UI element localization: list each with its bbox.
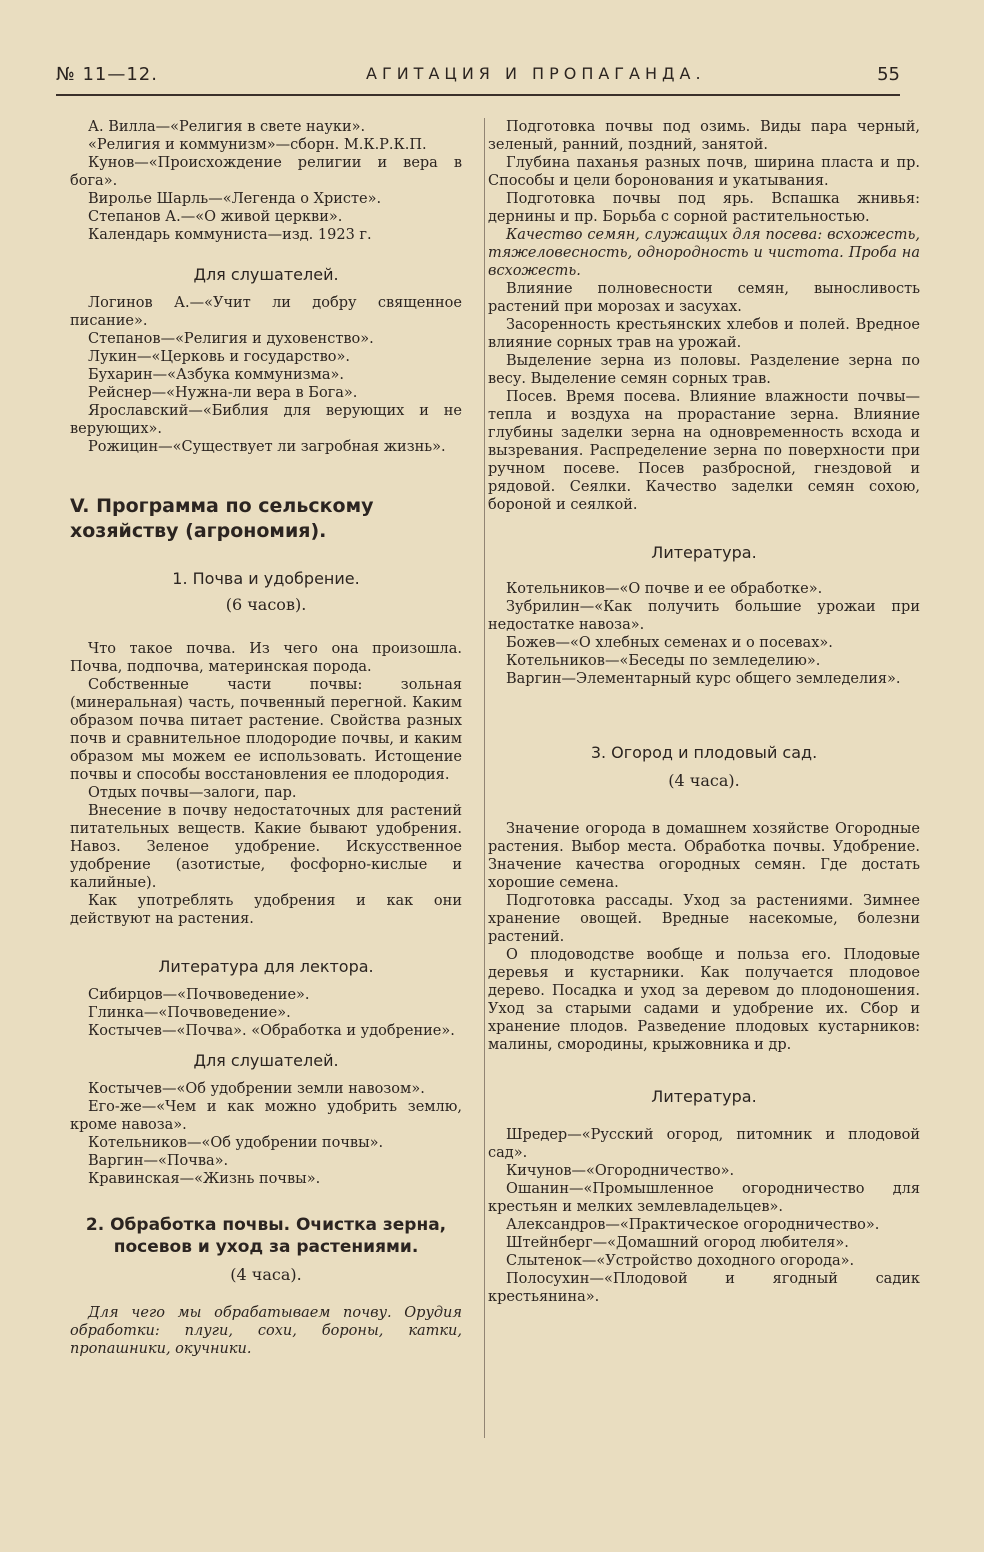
right-column	[488, 118, 920, 1306]
lit-item: Шредер—«Русский огород, питомник и плодовой сад».	[488, 1127, 920, 1161]
page-number: 55	[877, 64, 900, 85]
lit-item: Котельников—«Об удобрении почвы».	[88, 1135, 384, 1151]
body-paragraph-italic: Качество семян, служащих для посева: всхожесть, тяжеловесность, однородность и чистота. Проба на всхожесть.	[488, 227, 920, 279]
lit-item: Ошанин—«Промышленное огородничество для крестьян и мелких землевладельцев».	[488, 1181, 920, 1215]
ref-item: «Религия и коммунизм»—сборн. М.К.Р.К.П.	[88, 137, 427, 153]
literature-heading-2: Литература.	[651, 1087, 757, 1106]
ref-item: Календарь коммуниста—изд. 1923 г.	[88, 227, 372, 243]
listeners-heading: Для слушателей.	[193, 265, 339, 284]
body-paragraph: Собственные части почвы: зольная (минеральная) часть, почвенный перегной. Каким образом почва питает растение. Свойства разных почв и сравнительное плодородие почвы, и каким образом мы можем ее использовать. Истощение почвы и способы восстановления ее плодородия.	[70, 677, 462, 783]
subsection-hours-2: (4 часа).	[230, 1265, 302, 1284]
listener-ref: Бухарин—«Азбука коммунизма».	[88, 367, 344, 383]
ref-item: Степанов А.—«О живой церкви».	[88, 209, 343, 225]
ref-item: Кунов—«Происхождение религии и вера в бога».	[70, 155, 462, 189]
lit-item: Котельников—«Беседы по земледелию».	[506, 653, 821, 669]
body-paragraph: Посев. Время посева. Влияние влажности почвы—тепла и воздуха на прорастание зерна. Влияние глубины заделки зерна на одновременность всхода и вызревания. Распределение зерна по поверхности при ручном посеве. Посев разбросной, гнездовой и рядовой. Сеялки. Качество заделки семян сохою, бороной и сеялкой.	[488, 389, 920, 513]
body-paragraph: Как употреблять удобрения и как они действуют на растения.	[70, 893, 462, 927]
body-paragraph: О плодоводстве вообще и польза его. Плодовые деревья и кустарники. Как получается плодовое дерево. Посадка и уход за деревом до плодоношения. Уход за старыми садами и удобрение их. Сбор и хранение плодов. Разведение плодовых кустарников: малины, смородины, крыжовника и др.	[488, 947, 920, 1053]
body-paragraph: Подготовка рассады. Уход за растениями. Зимнее хранение овощей. Вредные насекомые, болезни растений.	[488, 893, 920, 945]
lit-item: Александров—«Практическое огородничество».	[506, 1217, 880, 1233]
subsection-hours-3: (4 часа).	[668, 771, 740, 790]
lit-item: Его-же—«Чем и как можно удобрить землю, кроме навоза».	[70, 1099, 462, 1133]
left-column	[70, 118, 462, 1358]
body-paragraph: Выделение зерна из половы. Разделение зерна по весу. Выделение семян сорных трав.	[488, 353, 920, 387]
subsection-hours: (6 часов).	[225, 595, 307, 614]
column-divider	[484, 118, 485, 1438]
body-paragraph: Подготовка почвы под озимь. Виды пара черный, зеленый, ранний, поздний, занятой.	[488, 119, 920, 153]
issue-number: № 11—12.	[56, 64, 158, 85]
subsection-title: 1. Почва и удобрение.	[172, 569, 360, 588]
ref-item: А. Вилла—«Религия в свете науки».	[88, 119, 366, 135]
ref-item: Виролье Шарль—«Легенда о Христе».	[88, 191, 382, 207]
body-paragraph: Засоренность крестьянских хлебов и полей. Вредное влияние сорных трав на урожай.	[488, 317, 920, 351]
body-paragraph: Что такое почва. Из чего она произошла. Почва, подпочва, материнская порода.	[70, 641, 462, 675]
listener-ref: Рожицин—«Существует ли загробная жизнь».	[88, 439, 446, 455]
listener-ref: Степанов—«Религия и духовенство».	[88, 331, 374, 347]
body-paragraph: Подготовка почвы под ярь. Вспашка жнивья: дернины и пр. Борьба с сорной растительностью.	[488, 191, 920, 225]
body-paragraph: Глубина паханья разных почв, ширина пласта и пр. Способы и цели боронования и укатывания.	[488, 155, 920, 189]
lit-item: Варгин—«Почва».	[88, 1153, 229, 1169]
lit-item: Котельников—«О почве и ее обработке».	[506, 581, 823, 597]
lit-item: Сибирцов—«Почвоведение».	[88, 987, 310, 1003]
lit-item: Штейнберг—«Домашний огород любителя».	[506, 1235, 849, 1251]
listener-ref: Рейснер—«Нужна-ли вера в Бога».	[88, 385, 358, 401]
subsection-title-3: 3. Огород и плодовый сад.	[590, 743, 818, 762]
running-head	[56, 60, 900, 96]
body-paragraph: Значение огорода в домашнем хозяйстве Огородные растения. Выбор места. Обработка почвы. Удобрение. Значение качества огородных семян. Где достать хорошие семена.	[488, 821, 920, 891]
listener-ref: Лукин—«Церковь и государство».	[88, 349, 350, 365]
lit-item: Варгин—Элементарный курс общего земледелия».	[506, 671, 901, 687]
body-paragraph-italic: Для чего мы обрабатываем почву. Орудия обработки: плуги, сохи, бороны, катки, пропашники, окучники.	[70, 1305, 462, 1357]
lit-item: Зубрилин—«Как получить большие урожаи при недостатке навоза».	[488, 599, 920, 633]
lit-item: Божев—«О хлебных семенах и о посевах».	[506, 635, 833, 651]
listener-ref: Ярославский—«Библия для верующих и не верующих».	[70, 403, 462, 437]
body-paragraph: Внесение в почву недостаточных для растений питательных веществ. Какие бывают удобрения. Навоз. Зеленое удобрение. Искусственное удобрение (азотистые, фосфорно-кислые и калийные).	[70, 803, 462, 891]
body-paragraph: Отдых почвы—залоги, пар.	[88, 785, 297, 801]
lit-item: Костычев—«Об удобрении земли навозом».	[88, 1081, 425, 1097]
listener-ref: Логинов А.—«Учит ли добру священное писание».	[70, 295, 462, 329]
lit-lecturer-heading: Литература для лектора.	[158, 957, 374, 976]
lit-item: Кравинская—«Жизнь почвы».	[88, 1171, 321, 1187]
lit-item: Кичунов—«Огородничество».	[506, 1163, 735, 1179]
subsection-title-2: 2. Обработка почвы. Очистка зерна, посевов и уход за растениями.	[85, 1215, 447, 1257]
lit-item: Полосухин—«Плодовой и ягодный садик крестьянина».	[488, 1271, 920, 1305]
lit-item: Слытенок—«Устройство доходного огорода».	[506, 1253, 855, 1269]
lit-item: Глинка—«Почвоведение».	[88, 1005, 291, 1021]
body-paragraph: Влияние полновесности семян, выносливость растений при морозах и засухах.	[488, 281, 920, 315]
literature-heading: Литература.	[651, 543, 757, 562]
journal-title: АГИТАЦИЯ И ПРОПАГАНДА.	[366, 64, 706, 83]
listeners-heading-2: Для слушателей.	[193, 1051, 339, 1070]
section-title: V. Программа по сельскому хозяйству (агрономия).	[70, 495, 374, 542]
lit-item: Костычев—«Почва». «Обработка и удобрение».	[88, 1023, 455, 1039]
